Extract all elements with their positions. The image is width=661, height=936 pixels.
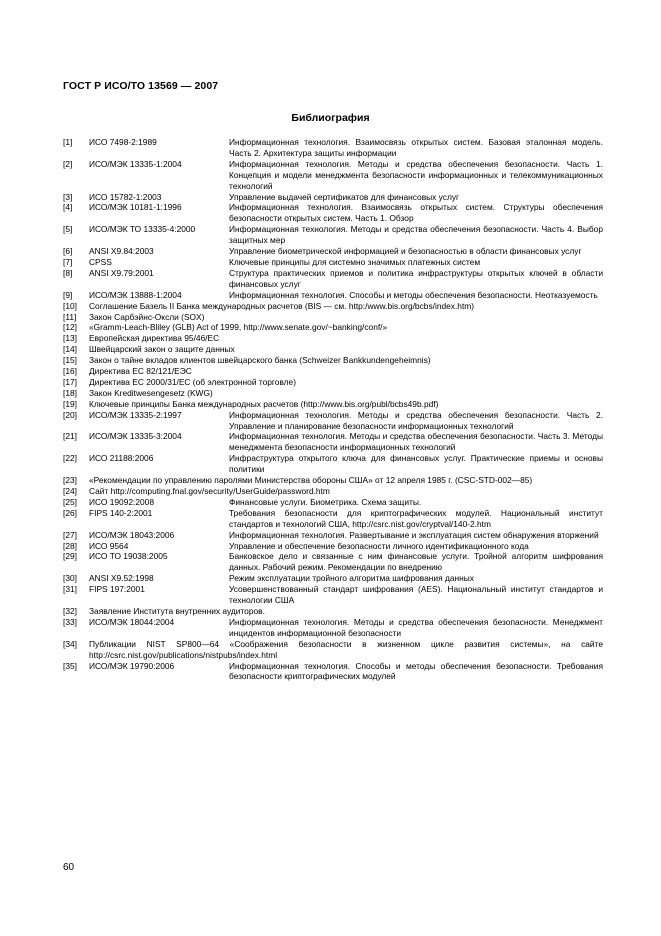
entry-designation: ИСО/МЭК 18044:2004 bbox=[89, 616, 175, 627]
bibliography-entry bbox=[63, 344, 603, 355]
entry-description: Информационная технология. Методы и средства обеспечения безопасности. Часть 4. Выбор защитных мер bbox=[229, 224, 603, 246]
bibliography-entry bbox=[63, 475, 603, 486]
entry-number: [24] bbox=[63, 486, 77, 496]
entry-designation: ИСО/МЭК 13888-1:2004 bbox=[89, 289, 182, 300]
entry-description: Управление выдачей сертификатов для финансовых услуг bbox=[229, 191, 460, 202]
entry-designation: ANSI X9.84:2003 bbox=[89, 246, 154, 257]
bibliography-entry bbox=[63, 388, 603, 399]
entry-description: Закон Сарбэйнс-Оксли (SOX) bbox=[89, 311, 205, 322]
entry-description: Директива ЕС 2000/31/ЕС (об электронной торговле) bbox=[89, 376, 297, 387]
bibliography-entry bbox=[63, 159, 603, 192]
entry-description: Ключевые принципы для системно значимых платежных систем bbox=[229, 256, 481, 267]
entry-description: Управление биометрической информацией и безопасностью в области финансовых услуг bbox=[229, 246, 582, 257]
entry-number: [1] bbox=[63, 137, 73, 147]
entry-description: Закон Kreditwesengesetz (KWG) bbox=[89, 387, 213, 398]
entry-designation: CPSS bbox=[89, 256, 112, 267]
entry-number: [11] bbox=[63, 311, 77, 322]
entry-number: [14] bbox=[63, 344, 77, 355]
entry-description: Информационная технология. Взаимосвязь открытых систем. Структуры обеспечения безопасности открытых систем. Часть 1. Обзор bbox=[229, 202, 603, 224]
bibliography-entry bbox=[63, 137, 603, 159]
entry-number: [25] bbox=[63, 496, 77, 507]
entry-description: Европейская директива 95/46/ЕС bbox=[89, 333, 220, 344]
bibliography-entry bbox=[63, 355, 603, 366]
entry-number: [6] bbox=[63, 246, 73, 257]
entry-number: [18] bbox=[63, 387, 77, 398]
entry-description: Банковское дело и связанные с ним финансовые услуги. Тройной алгоритм шифрования данных. Рабочий режим. Рекомендации по внедрению bbox=[229, 551, 603, 573]
entry-description: Информационная технология. Методы и средства обеспечения безопасности. Часть 2. Управление и планирование безопасности информационных технологий bbox=[229, 409, 603, 431]
entry-designation: ИСО/МЭК 10181-1:1996 bbox=[89, 202, 182, 213]
entry-designation: ИСО/МЭК 13335-3:2004 bbox=[89, 431, 182, 442]
entry-number: [30] bbox=[63, 573, 77, 584]
bibliography-entry bbox=[63, 551, 603, 573]
entry-designation: ИСО/МЭК 19790:2006 bbox=[89, 660, 175, 671]
bibliography-entry bbox=[63, 399, 603, 410]
entry-description: Информационная технология. Взаимосвязь открытых систем. Базовая эталонная модель. Часть 2. Архитектура защиты информации bbox=[229, 137, 603, 158]
entry-description: Заявление Института внутренних аудиторов. bbox=[89, 605, 265, 616]
entry-designation: FIPS 140-2:2001 bbox=[89, 507, 153, 518]
entry-designation: ИСО/МЭК ТО 13335-4:2000 bbox=[89, 224, 196, 235]
bibliography-entry bbox=[63, 530, 603, 541]
entry-designation: ИСО 9564 bbox=[89, 540, 129, 551]
entry-description: Режим эксплуатации тройного алгоритма шифрования данных bbox=[229, 573, 474, 584]
bibliography-entry bbox=[63, 192, 603, 203]
entry-description: Директива ЕС 82/121/ЕЭС bbox=[89, 366, 192, 377]
entry-description: Швейцарский закон о защите данных bbox=[89, 344, 235, 355]
bibliography-entry bbox=[63, 377, 603, 388]
entry-description: Финансовые услуги. Биометрика. Схема защиты. bbox=[229, 496, 422, 507]
bibliography-entry bbox=[63, 497, 603, 508]
entry-designation: ИСО 15782-1:2003 bbox=[89, 191, 162, 202]
bibliography-entry bbox=[63, 290, 603, 301]
bibliography-entry bbox=[63, 246, 603, 257]
bibliography-entry bbox=[63, 573, 603, 584]
bibliography-entry bbox=[63, 606, 603, 617]
entry-description: Информационная технология. Способы и методы обеспечения безопасности. Неотказуемость bbox=[229, 289, 598, 300]
entry-number: [7] bbox=[63, 256, 73, 267]
bibliography-entry bbox=[63, 322, 603, 333]
bibliography-entry bbox=[63, 617, 603, 639]
entry-description: «Gramm-Leach-Bliley (GLB) Act of 1999, http://www.senate.gov/~banking/conf/» bbox=[89, 322, 388, 333]
bibliography-entry bbox=[63, 312, 603, 323]
standard-header: ГОСТ Р ИСО/ТО 13569 — 2007 bbox=[63, 80, 219, 92]
entry-designation: ANSI X9.52:1998 bbox=[89, 573, 154, 584]
entry-description: Требования безопасности для криптографических модулей. Национальный институт стандартов и технологий США, http://csrc.nist.gov/cryptval/140-2.htm bbox=[229, 507, 603, 529]
entry-designation: ИСО ТО 19038:2005 bbox=[89, 551, 168, 562]
entry-description: Инфраструктура открытого ключа для финансовых услуг. Практические приемы и основы политики bbox=[229, 453, 603, 475]
entry-number: [3] bbox=[63, 191, 73, 202]
entry-description: Ключевые принципы Банка международных расчетов (http://www.bis.org/publ/bcbs49b.pdf) bbox=[89, 398, 439, 409]
entry-number: [17] bbox=[63, 376, 77, 387]
entry-description: Публикации NIST SP800—64 «Соображения безопасности в жизненном цикле развития системы», на сайте http://csrc.nist.gov/publications/nistpubs/index.html bbox=[89, 638, 603, 660]
entry-designation: ИСО/МЭК 18043:2006 bbox=[89, 529, 175, 540]
entry-designation: ИСО 7498-2:1989 bbox=[89, 137, 157, 147]
entry-number: [16] bbox=[63, 366, 77, 377]
bibliography-entry bbox=[63, 639, 603, 661]
entry-description: Информационная технология. Развертывание и эксплуатация систем обнаружения вторжений bbox=[229, 529, 599, 540]
bibliography-entry bbox=[63, 584, 603, 606]
bibliography-entry bbox=[63, 486, 603, 497]
bibliography-entry bbox=[63, 508, 603, 530]
entry-number: [33] bbox=[63, 616, 77, 627]
bibliography-title: Библиография bbox=[291, 112, 370, 124]
entry-number: [13] bbox=[63, 333, 77, 344]
entry-description: «Рекомендации по управлению паролями Министерства обороны США» от 12 апреля 1985 г. (CSC-STD-002—85) bbox=[89, 475, 533, 486]
entry-description: Сайт http://computing.fnal.gov/security/UserGuide/password.htm bbox=[89, 486, 330, 496]
bibliography-entry bbox=[63, 661, 603, 683]
entry-number: [32] bbox=[63, 605, 77, 616]
entry-designation: ANSI X9.79:2001 bbox=[89, 267, 154, 278]
entry-description: Информационная технология. Методы и средства обеспечения безопасности. Часть 3. Методы менеджмента безопасности информационных технологий bbox=[229, 431, 603, 453]
entry-number: [2] bbox=[63, 158, 73, 169]
entry-designation: ИСО/МЭК 13335-2:1997 bbox=[89, 409, 182, 420]
entry-number: [23] bbox=[63, 475, 77, 486]
bibliography-entry bbox=[63, 224, 603, 246]
bibliography-entry bbox=[63, 268, 603, 290]
page-number: 60 bbox=[63, 862, 75, 873]
bibliography-entry bbox=[63, 257, 603, 268]
entry-number: [21] bbox=[63, 431, 77, 442]
entry-number: [35] bbox=[63, 660, 77, 671]
entry-designation: ИСО/МЭК 13335-1:2004 bbox=[89, 158, 182, 169]
bibliography-entry bbox=[63, 202, 603, 224]
entry-number: [26] bbox=[63, 507, 77, 518]
entry-description: Усовершенствованный стандарт шифрования (AES). Национальный институт стандартов и технологии США bbox=[229, 584, 603, 606]
entry-designation: ИСО 21188:2006 bbox=[89, 453, 154, 464]
entry-description: Структура практических приемов и политика инфраструктуры открытых ключей в области финансовых услуг bbox=[229, 267, 603, 289]
bibliography-entry bbox=[63, 431, 603, 453]
entry-description: Информационная технология. Методы и средства обеспечения безопасности. Менеджмент инцидентов информационной безопасности bbox=[229, 616, 603, 638]
entry-description: Информационная технология. Методы и средства обеспечения безопасности. Часть 1. Концепция и модели менеджмента безопасности информационных и телекоммуникационных технологий bbox=[229, 158, 603, 191]
entry-number: [8] bbox=[63, 267, 73, 278]
entry-number: [5] bbox=[63, 224, 73, 235]
entry-number: [12] bbox=[63, 322, 77, 333]
entry-number: [29] bbox=[63, 551, 77, 562]
entry-number: [31] bbox=[63, 584, 77, 595]
entry-description: Информационная технология. Способы и методы обеспечения безопасности. Требования безопасности криптографических модулей bbox=[229, 660, 603, 682]
entry-designation: ИСО 19092:2008 bbox=[89, 496, 154, 507]
entry-number: [27] bbox=[63, 529, 77, 540]
entry-description: Соглашение Базель II Банка международных расчетов (BIS — см. http:/www.bis.org/bcbs/index.htm) bbox=[89, 300, 475, 311]
entry-designation: FIPS 197:2001 bbox=[89, 584, 145, 595]
bibliography-entry bbox=[63, 333, 603, 344]
entry-description: Закон о тайне вкладов клиентов швейцарского банка (Schweizer Bankkundengeheimnis) bbox=[89, 355, 431, 366]
entry-description: Управление и обеспечение безопасности личного идентификационного кода bbox=[229, 540, 529, 551]
entry-number: [22] bbox=[63, 453, 77, 464]
bibliography-entry bbox=[63, 366, 603, 377]
entry-number: [15] bbox=[63, 355, 77, 366]
bibliography-entry bbox=[63, 453, 603, 475]
bibliography-list bbox=[63, 137, 603, 682]
entry-number: [20] bbox=[63, 409, 77, 420]
bibliography-entry bbox=[63, 410, 603, 432]
entry-number: [28] bbox=[63, 540, 77, 551]
entry-number: [9] bbox=[63, 289, 73, 300]
entry-number: [10] bbox=[63, 300, 77, 311]
entry-number: [4] bbox=[63, 202, 73, 213]
bibliography-entry bbox=[63, 541, 603, 552]
entry-number: [34] bbox=[63, 638, 77, 649]
bibliography-entry bbox=[63, 301, 603, 312]
entry-number: [19] bbox=[63, 398, 77, 409]
